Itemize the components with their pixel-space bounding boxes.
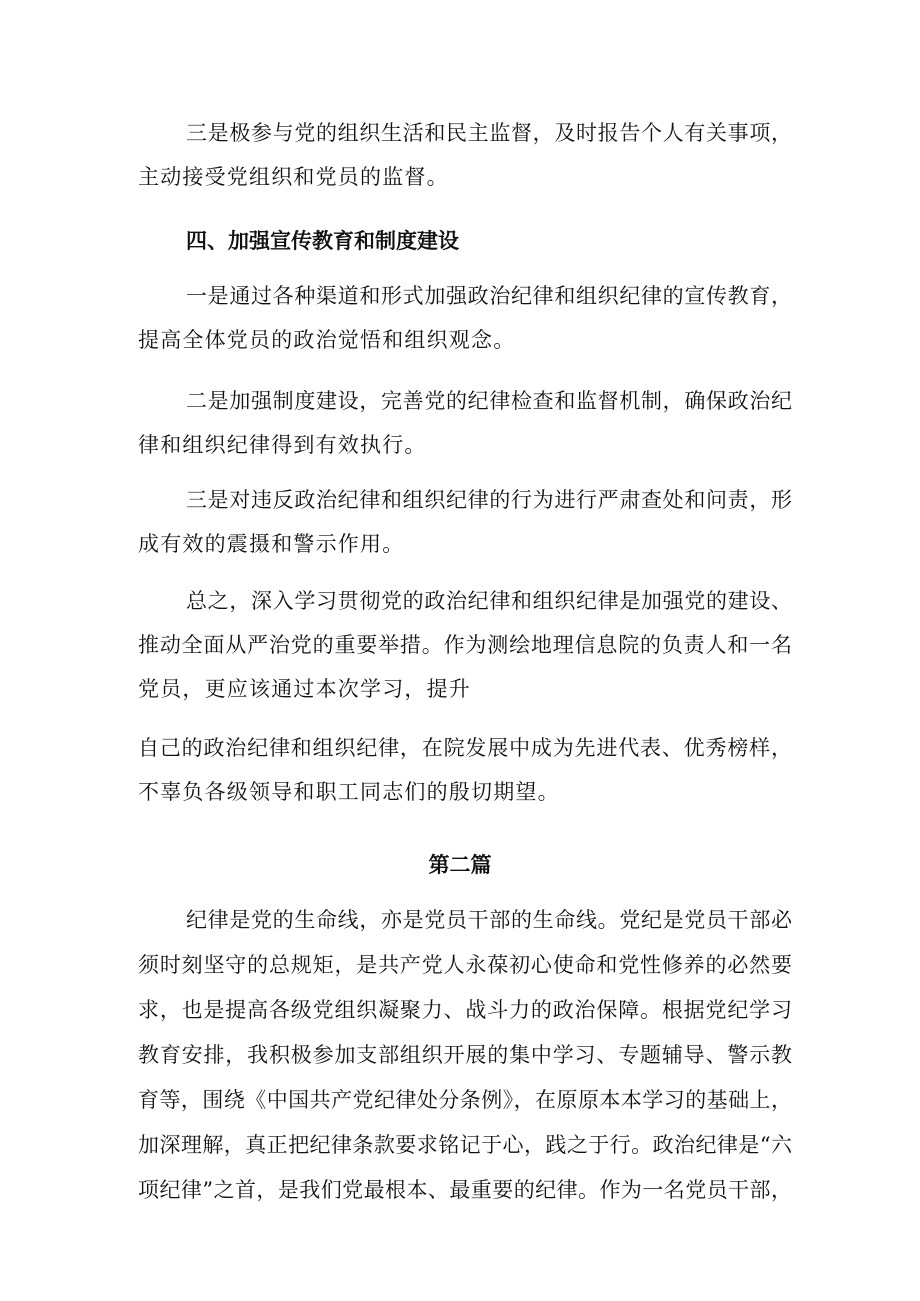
paragraph-line: 党员，更应该通过本次学习，提升 [138,677,471,701]
paragraph-line: 总之，深入学习贯彻党的政治纪律和组织纪律是加强党的建设、 [186,589,792,613]
paragraph-line: 项纪律”之首，是我们党最根本、最重要的纪律。作为一名党员干部， [138,1178,792,1202]
paragraph-line: 须时刻坚守的总规矩，是共产党人永葆初心使命和党性修养的必然要 [138,953,792,977]
paragraph-line: 二是加强制度建设，完善党的纪律检查和监督机制，确保政治纪 [186,389,792,413]
paragraph-line: 一是通过各种渠道和形式加强政治纪律和组织纪律的宣传教育， [186,284,792,308]
section-heading: 四、加强宣传教育和制度建设 [186,229,459,253]
paragraph-line: 律和组织纪律得到有效执行。 [138,433,427,457]
paragraph-line: 纪律是党的生命线，亦是党员干部的生命线。党纪是党员干部必 [186,908,792,932]
paragraph-line: 三是对违反政治纪律和组织纪律的行为进行严肃查处和问责，形 [186,488,792,512]
part-title: 第二篇 [428,853,492,877]
paragraph-line: 提高全体党员的政治觉悟和组织观念。 [138,328,516,352]
paragraph-line: 三是极参与党的组织生活和民主监督，及时报告个人有关事项， [186,121,792,145]
paragraph-line: 育等，围绕《中国共产党纪律处分条例》，在原原本本学习的基础上， [138,1088,792,1112]
paragraph-line: 推动全面从严治党的重要举措。作为测绘地理信息院的负责人和一名 [138,633,792,657]
paragraph-line: 自己的政治纪律和组织纪律，在院发展中成为先进代表、优秀榜样， [138,736,792,760]
paragraph-line: 不辜负各级领导和职工同志们的殷切期望。 [138,780,560,804]
paragraph-line: 加深理解，真正把纪律条款要求铭记于心，践之于行。政治纪律是“六 [138,1133,792,1157]
paragraph-line: 主动接受党组织和党员的监督。 [138,165,449,189]
paragraph-line: 求，也是提高各级党组织凝聚力、战斗力的政治保障。根据党纪学习 [138,998,792,1022]
paragraph-line: 成有效的震摄和警示作用。 [138,532,405,556]
paragraph-line: 教育安排，我积极参加支部组织开展的集中学习、专题辅导、警示教 [138,1043,792,1067]
